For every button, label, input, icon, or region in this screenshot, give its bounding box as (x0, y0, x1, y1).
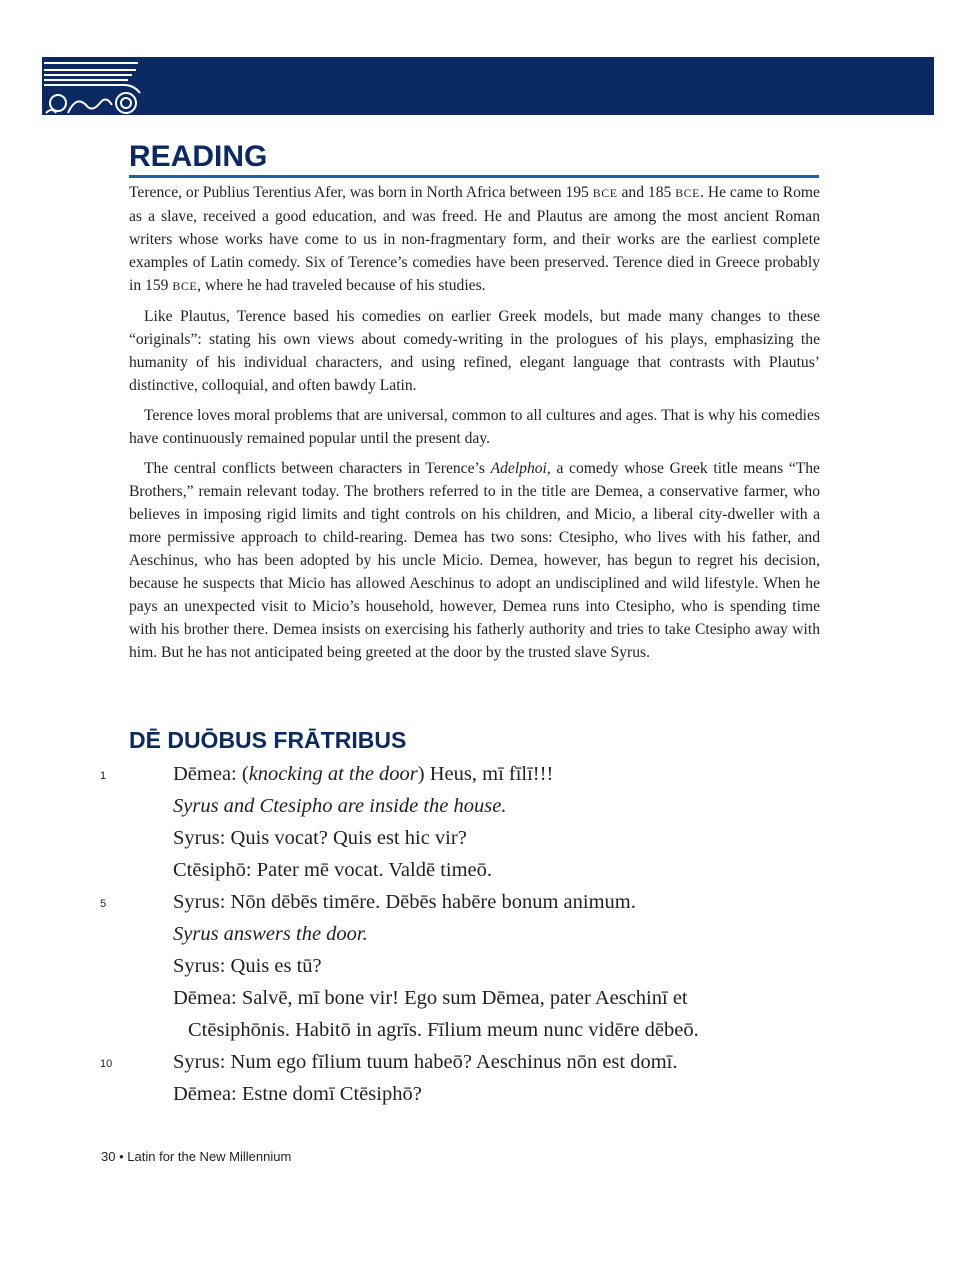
line-number: 1 (100, 770, 107, 782)
stage-direction: Syrus and Ctesipho are inside the house. (173, 795, 507, 817)
paragraph: Terence loves moral problems that are universal, common to all cultures and ages. That is why his comedies have continuously remained popular until the present day. (129, 407, 820, 447)
ionic-capital-icon (42, 57, 146, 115)
reading-line: Dēmea: Estne domī Ctēsiphō? (173, 1083, 422, 1105)
book-title: Latin for the New Millennium (127, 1149, 292, 1164)
paragraph: The central conflicts between characters in Terence’s Adelphoi, a comedy whose Greek title means “The Brothers,” remain relevant today. The brothers referred to in the title are Demea, a conservative farmer, who believes in imposing rigid limits and tight controls on his children, and Micio, a liberal city-dweller with a more permissive approach to child-rearing. Demea has two sons: Ctesipho, who lives with his father, and Aeschinus, who has been adopted by his uncle Micio. Demea, however, has begun to regret his decision, because he suspects that Micio has allowed Aeschinus to adopt an undisciplined and wild lifestyle. When he pays an unexpected visit to Micio’s household, however, Demea runs into Ctesipho, who is spending time with his brother there. Demea insists on exercising his fatherly authority and tries to take Ctesipho away with him. But he has not anticipated being greeted at the door by the trusted slave Syrus. (129, 460, 820, 661)
reading-line: Dēmea: Salvē, mī bone vir! Ego sum Dēmea, pater Aeschinī et (173, 987, 688, 1009)
reading-line: 10 Syrus: Num ego fīlium tuum habeō? Aeschinus nōn est domī. (100, 1046, 860, 1078)
footer-separator: • (119, 1149, 124, 1164)
section-title: DĒ DUŌBUS FRĀTRIBUS (129, 727, 407, 753)
reading-line: Syrus: Quis es tū? (173, 955, 322, 977)
header-banner (42, 57, 934, 115)
page-footer (101, 1149, 291, 1165)
introduction (129, 181, 820, 671)
line-number: 10 (100, 1058, 113, 1070)
line-number: 5 (100, 898, 107, 910)
reading-line: Ctēsiphō: Pater mē vocat. Valdē timeō. (173, 859, 493, 881)
reading-line: 1 Dēmea: (knocking at the door) Heus, mī fīlī!!! (100, 758, 860, 790)
page-number: 30 (101, 1149, 116, 1164)
page-title: READING (129, 140, 819, 178)
paragraph: Like Plautus, Terence based his comedies on earlier Greek models, but made many changes to these “originals”: stating his own views about comedy-writing in the prologues of his plays, emphasizing the humanity of his individual characters, and using refined, elegant language that contrasts with Plautus’ distinctive, colloquial, and often bawdy Latin. (129, 308, 820, 394)
stage-direction: Syrus answers the door. (173, 923, 368, 945)
reading-line-continuation: Ctēsiphōnis. Habitō in agrīs. Fīlium meum nunc vidēre dēbeō. (188, 1019, 699, 1041)
reading-line: Syrus: Quis vocat? Quis est hic vir? (173, 827, 467, 849)
paragraph: Terence, or Publius Terentius Afer, was born in North Africa between 195 BCE and 185 BCE. He came to Rome as a slave, received a good education, and was freed. He and Plautus are among the most ancient Roman writers whose works have come to us in non-fragmentary form, and their works are the earliest complete examples of Latin comedy. Six of Terence’s comedies have been preserved. Terence died in Greece probably in 159 BCE, where he had traveled because of his studies. (129, 184, 820, 294)
reading-line: 5 Syrus: Nōn dēbēs timēre. Dēbēs habēre bonum animum. (100, 886, 860, 918)
latin-reading (100, 758, 860, 1110)
